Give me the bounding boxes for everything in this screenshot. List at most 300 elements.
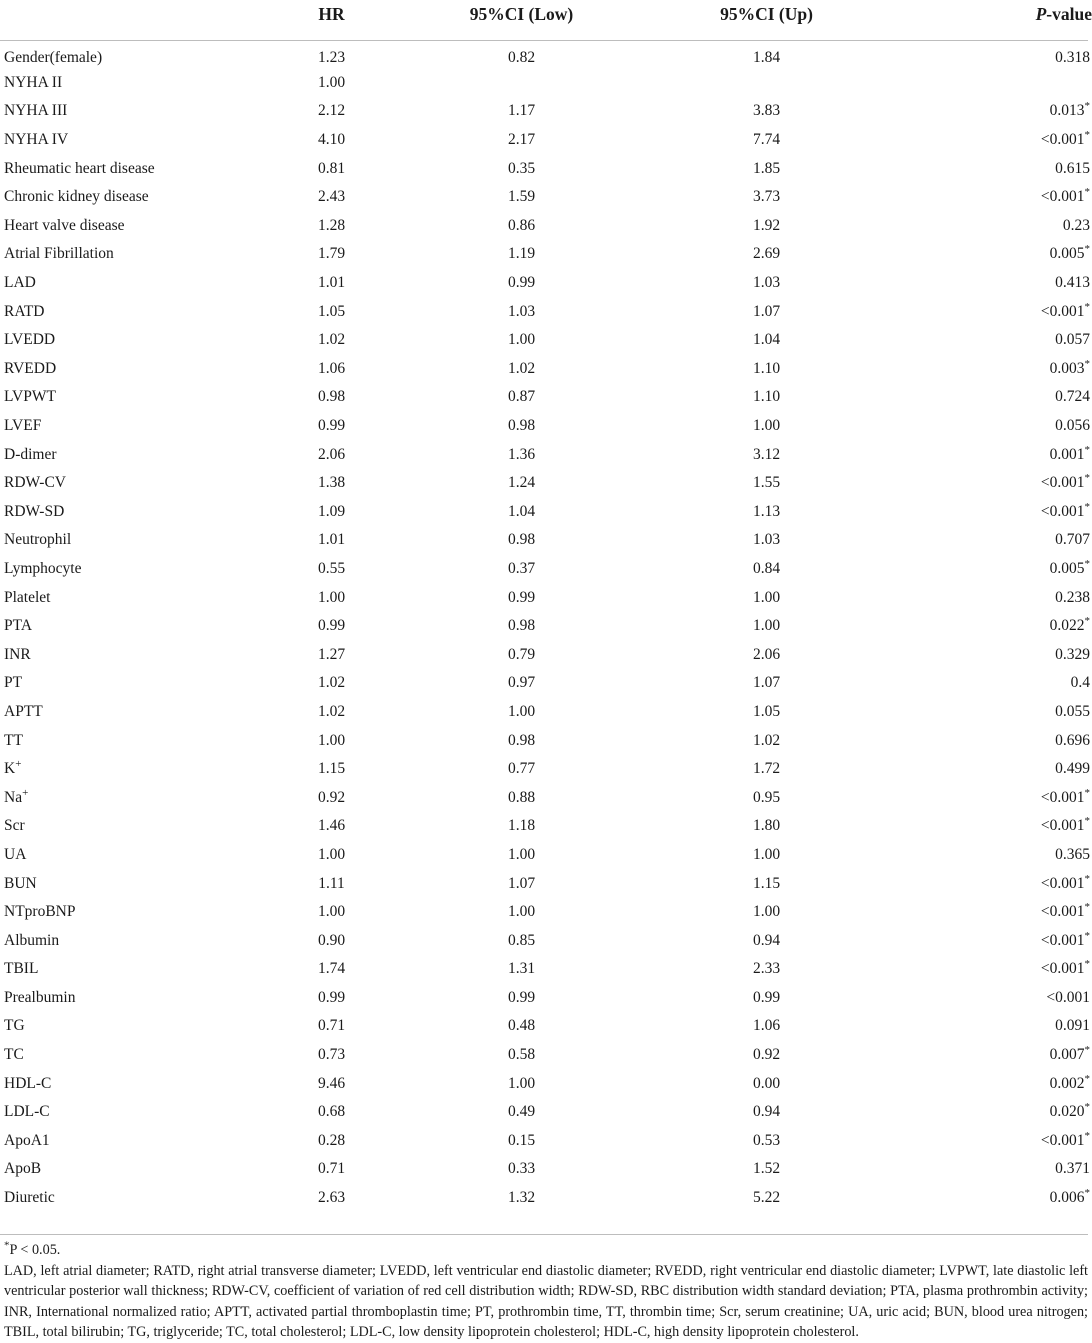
- row-label-text: Diuretic: [4, 1189, 55, 1207]
- hr-value: 1.38: [317, 474, 346, 492]
- significance-star: *: [1084, 929, 1090, 942]
- p-value-text: <0.001: [1040, 1131, 1085, 1149]
- hr-value: 1.00: [317, 903, 346, 921]
- row-label-text: Lymphocyte: [4, 559, 82, 577]
- p-value-text: 0.002: [1049, 1074, 1085, 1092]
- row-label-text: TG: [4, 1017, 25, 1035]
- header-p-value-rest: -value: [1046, 3, 1092, 24]
- ci-up-value: 1.05: [752, 702, 781, 720]
- hr-value: 0.55: [317, 559, 346, 577]
- p-value: [899, 212, 1092, 241]
- p-value: [899, 612, 1092, 641]
- row-label-text: LVEDD: [4, 331, 56, 349]
- row-label: [0, 240, 254, 269]
- p-value: [899, 926, 1092, 955]
- ci-low-value: 0.79: [507, 645, 536, 663]
- significance-star: *: [1084, 815, 1090, 828]
- ci-up-value: 0.95: [752, 788, 781, 806]
- hr-value: 0.73: [317, 1046, 346, 1064]
- ci-up-value: 0.53: [752, 1131, 781, 1149]
- ci-up-value: 1.84: [752, 49, 781, 67]
- ci-low-value: 1.24: [507, 474, 536, 492]
- hr-value: 1.15: [317, 760, 346, 778]
- table-row: [0, 1155, 1092, 1184]
- header-ci-up: 95%CI (Up): [720, 3, 813, 24]
- ci-up-value: 1.92: [752, 216, 781, 234]
- table-row: [0, 1069, 1092, 1098]
- p-value-text: 0.615: [1055, 159, 1090, 177]
- row-label: [0, 612, 254, 641]
- p-value: [899, 984, 1092, 1013]
- ci-up-value: 2.69: [752, 245, 781, 263]
- row-label-text: Platelet: [4, 588, 51, 606]
- ci-low-value: 0.99: [507, 988, 536, 1006]
- row-label: [0, 183, 254, 212]
- hr-value: 0.99: [317, 417, 346, 435]
- significance-star: *: [1084, 1129, 1090, 1142]
- row-label-text: HDL-C: [4, 1074, 52, 1092]
- table-bottom-divider: [0, 1234, 1088, 1235]
- row-label: [0, 1127, 254, 1156]
- hr-value: 2.12: [317, 102, 346, 120]
- row-label-text: Neutrophil: [4, 531, 72, 549]
- ci-low-value: 0.35: [507, 159, 536, 177]
- row-label: [0, 1012, 254, 1041]
- table-row: [0, 240, 1092, 269]
- row-label-text: K: [4, 760, 16, 778]
- p-value: [899, 1012, 1092, 1041]
- row-label: [0, 326, 254, 355]
- p-value: [899, 869, 1092, 898]
- row-label-text: LVEF: [4, 417, 42, 435]
- table-row: [0, 269, 1092, 298]
- table-row: [0, 440, 1092, 469]
- table-row: [0, 841, 1092, 870]
- p-value-text: <0.001: [1040, 131, 1085, 149]
- header-ci-low: 95%CI (Low): [469, 3, 574, 24]
- row-label-text: APTT: [4, 702, 43, 720]
- table-row: [0, 955, 1092, 984]
- p-value-text: 0.006: [1049, 1189, 1085, 1207]
- p-value: [899, 783, 1092, 812]
- p-value: [899, 240, 1092, 269]
- table-header: [0, 0, 1092, 40]
- p-value: [899, 755, 1092, 784]
- ci-up-value: 1.72: [752, 760, 781, 778]
- row-label: [0, 984, 254, 1013]
- hr-value: 1.09: [317, 502, 346, 520]
- ci-up-value: 3.12: [752, 445, 781, 463]
- ci-up-value: 1.13: [752, 502, 781, 520]
- ci-low-value: 0.98: [507, 731, 536, 749]
- significance-mark: *: [4, 1239, 10, 1252]
- p-value-text: <0.001: [1040, 188, 1085, 206]
- ci-low-value: 0.82: [507, 49, 536, 67]
- table-row: [0, 69, 1092, 98]
- row-label: [0, 812, 254, 841]
- table-body: [0, 40, 1092, 1212]
- hr-value: 1.05: [317, 302, 346, 320]
- ci-up-value: 2.06: [752, 645, 781, 663]
- p-value-text: 0.724: [1055, 388, 1090, 406]
- row-label-text: PTA: [4, 617, 33, 635]
- table-row: [0, 555, 1092, 584]
- row-label: [0, 955, 254, 984]
- table-row: [0, 355, 1092, 384]
- p-value-text: 0.238: [1055, 588, 1090, 606]
- table-row: [0, 898, 1092, 927]
- table-row: [0, 1127, 1092, 1156]
- p-value-text: 0.371: [1055, 1160, 1090, 1178]
- row-label-text: TC: [4, 1046, 24, 1064]
- p-value-text: <0.001: [1040, 874, 1085, 892]
- row-label: [0, 97, 254, 126]
- ci-up-value: 1.10: [752, 359, 781, 377]
- p-value: [899, 183, 1092, 212]
- p-value-text: 0.329: [1055, 645, 1090, 663]
- p-value: [899, 469, 1092, 498]
- hr-value: 1.11: [318, 874, 345, 892]
- row-label-text: Prealbumin: [4, 988, 76, 1006]
- table-row: [0, 669, 1092, 698]
- ci-up-value: 0.94: [752, 1103, 781, 1121]
- hr-value: 1.02: [317, 331, 346, 349]
- p-value-text: 0.020: [1049, 1103, 1085, 1121]
- ci-up-value: 1.02: [752, 731, 781, 749]
- row-label-text: TBIL: [4, 960, 39, 978]
- table-row: [0, 1041, 1092, 1070]
- row-label: [0, 755, 254, 784]
- p-value-text: 0.23: [1062, 216, 1090, 234]
- ci-low-value: 0.88: [507, 788, 536, 806]
- p-value: [899, 355, 1092, 384]
- ci-up-value: 1.55: [752, 474, 781, 492]
- hr-value: 0.68: [317, 1103, 346, 1121]
- p-value-text: <0.001: [1040, 903, 1085, 921]
- footnotes: [4, 1240, 1088, 1343]
- p-value-text: 0.013: [1049, 102, 1085, 120]
- p-value: [899, 526, 1092, 555]
- table-row: [0, 869, 1092, 898]
- ci-up-value: 1.00: [752, 845, 781, 863]
- table-row: [0, 612, 1092, 641]
- ci-low-value: 1.00: [507, 331, 536, 349]
- significance-star: *: [1084, 357, 1090, 370]
- row-label: [0, 926, 254, 955]
- hr-value: 1.74: [317, 960, 346, 978]
- p-value: [899, 326, 1092, 355]
- row-label-text: Atrial Fibrillation: [4, 245, 114, 263]
- row-label-text: LAD: [4, 274, 36, 292]
- row-label: [0, 583, 254, 612]
- ci-up-value: 1.03: [752, 274, 781, 292]
- row-label: [0, 640, 254, 669]
- p-value-text: 0.413: [1055, 274, 1090, 292]
- ci-low-value: 0.99: [507, 274, 536, 292]
- ci-up-value: 1.03: [752, 531, 781, 549]
- ci-up-value: 1.15: [752, 874, 781, 892]
- ci-up-value: 0.99: [752, 988, 781, 1006]
- table-row: [0, 640, 1092, 669]
- row-label: [0, 1069, 254, 1098]
- table-row: [0, 726, 1092, 755]
- ci-up-value: 1.00: [752, 903, 781, 921]
- row-label-text: INR: [4, 645, 31, 663]
- hr-value: 0.98: [317, 388, 346, 406]
- row-label-text: TT: [4, 731, 23, 749]
- row-label: [0, 869, 254, 898]
- table-row: [0, 1098, 1092, 1127]
- row-label-text: BUN: [4, 874, 37, 892]
- ci-low-value: 1.00: [507, 1074, 536, 1092]
- hr-value: 0.90: [317, 931, 346, 949]
- hr-value: 1.02: [317, 674, 346, 692]
- row-label-text: Gender(female): [4, 49, 103, 67]
- row-label: [0, 555, 254, 584]
- table-row: [0, 183, 1092, 212]
- significance-star: *: [1084, 443, 1090, 456]
- table-row: [0, 97, 1092, 126]
- significance-star: *: [1084, 900, 1090, 913]
- hr-value: 1.23: [317, 49, 346, 67]
- significance-star: *: [1084, 100, 1090, 113]
- hr-value: 1.00: [317, 73, 346, 91]
- hr-value: 1.46: [317, 817, 346, 835]
- row-label: [0, 669, 254, 698]
- ci-up-value: 1.80: [752, 817, 781, 835]
- significance-star: *: [1084, 786, 1090, 799]
- ci-low-value: 0.15: [507, 1131, 536, 1149]
- p-value-text: 0.091: [1055, 1017, 1090, 1035]
- header-row: [0, 0, 1092, 40]
- row-label: [0, 212, 254, 241]
- row-label: [0, 154, 254, 183]
- ci-up-value: 1.85: [752, 159, 781, 177]
- ci-up-value: 3.83: [752, 102, 781, 120]
- p-value-text: 0.4: [1070, 674, 1090, 692]
- ci-low-value: 0.77: [507, 760, 536, 778]
- row-label: [0, 69, 254, 98]
- p-value: [899, 40, 1092, 69]
- table-row: [0, 698, 1092, 727]
- row-label-text: UA: [4, 845, 27, 863]
- p-value: [899, 898, 1092, 927]
- p-value-text: 0.007: [1049, 1046, 1085, 1064]
- hr-value: 2.43: [317, 188, 346, 206]
- p-value: [899, 69, 1092, 98]
- ci-low-value: 0.97: [507, 674, 536, 692]
- p-value-text: 0.318: [1055, 49, 1090, 67]
- row-label: [0, 297, 254, 326]
- ci-up-value: 1.10: [752, 388, 781, 406]
- row-label-text: NTproBNP: [4, 903, 76, 921]
- row-label: [0, 126, 254, 155]
- p-value-text: <0.001: [1040, 960, 1085, 978]
- ci-low-value: 0.37: [507, 559, 536, 577]
- ci-low-value: 0.58: [507, 1046, 536, 1064]
- hr-value: 1.00: [317, 731, 346, 749]
- p-value: [899, 440, 1092, 469]
- ci-low-value: 1.00: [507, 845, 536, 863]
- p-value: [899, 698, 1092, 727]
- ci-up-value: 1.06: [752, 1017, 781, 1035]
- row-label: [0, 498, 254, 527]
- p-value-text: <0.001: [1040, 502, 1085, 520]
- hr-value: 0.71: [317, 1160, 346, 1178]
- p-value: [899, 1069, 1092, 1098]
- row-label: [0, 841, 254, 870]
- abbreviations-footnote: LAD, left atrial diameter; RATD, right atrial transverse diameter; LVEDD, left ventricular end diastolic diameter; RVEDD, right ventricular end diastolic diameter; LVPWT, late diastolic left ventricular posterior wall thickness; RDW-CV, coefficient of variation of red cell distribution width; RDW-SD, RBC distribution width standard deviation; PTA, plasma prothrombin activity; INR, International normalized ratio; APTT, activated partial thromboplastin time; PT, prothrombin time, TT, thrombin time; Scr, serum creatinine; UA, uric acid; BUN, blood urea nitrogen; TBIL, total bilirubin; TG, triglyceride; TC, total cholesterol; LDL-C, low density lipoprotein cholesterol; HDL-C, high density lipoprotein cholesterol.: [4, 1262, 1088, 1340]
- p-value: [899, 1184, 1092, 1213]
- significance-star: *: [1084, 872, 1090, 885]
- header-divider: [0, 40, 1088, 41]
- p-value: [899, 583, 1092, 612]
- hr-value: 1.28: [317, 216, 346, 234]
- header-p-value: [899, 0, 1092, 40]
- row-label: [0, 1155, 254, 1184]
- row-label-superscript: +: [15, 757, 22, 770]
- p-value-text: 0.005: [1049, 559, 1085, 577]
- ci-up-value: 1.52: [752, 1160, 781, 1178]
- row-label-text: LVPWT: [4, 388, 56, 406]
- p-value-text: <0.001: [1040, 474, 1085, 492]
- header-variable: [0, 0, 254, 40]
- ci-low-value: 1.59: [507, 188, 536, 206]
- significance-text: P < 0.05.: [9, 1242, 61, 1258]
- ci-up-value: 7.74: [752, 131, 781, 149]
- header-hr: HR: [318, 3, 345, 24]
- p-value-text: <0.001: [1040, 817, 1085, 835]
- significance-star: *: [1084, 472, 1090, 485]
- hr-value: 0.99: [317, 988, 346, 1006]
- table-row: [0, 383, 1092, 412]
- ci-low-value: 0.99: [507, 588, 536, 606]
- table-row: [0, 154, 1092, 183]
- hr-value: 0.71: [317, 1017, 346, 1035]
- ci-up-value: 1.00: [752, 417, 781, 435]
- hr-value: 2.63: [317, 1189, 346, 1207]
- table-row: [0, 755, 1092, 784]
- p-value: [899, 1127, 1092, 1156]
- p-value: [899, 97, 1092, 126]
- p-value: [899, 955, 1092, 984]
- significance-star: *: [1084, 1101, 1090, 1114]
- row-label-text: Scr: [4, 817, 25, 835]
- hr-value: 1.27: [317, 645, 346, 663]
- ci-low-value: 0.86: [507, 216, 536, 234]
- hr-value: 4.10: [317, 131, 346, 149]
- p-value-text: <0.001: [1040, 931, 1085, 949]
- ci-low-value: 1.02: [507, 359, 536, 377]
- ci-up-value: 3.73: [752, 188, 781, 206]
- row-label: [0, 383, 254, 412]
- hr-value: 1.79: [317, 245, 346, 263]
- significance-star: *: [1084, 958, 1090, 971]
- row-label-text: PT: [4, 674, 23, 692]
- p-value-text: 0.001: [1049, 445, 1085, 463]
- ci-low-value: 1.00: [507, 903, 536, 921]
- significance-star: *: [1084, 1043, 1090, 1056]
- table-row: [0, 583, 1092, 612]
- row-label-text: Na: [4, 788, 23, 806]
- ci-low-value: 1.17: [507, 102, 536, 120]
- p-value-text: <0.001: [1040, 788, 1085, 806]
- table-row: [0, 469, 1092, 498]
- significance-star: *: [1084, 1072, 1090, 1085]
- row-label: [0, 40, 254, 69]
- ci-low-value: 0.98: [507, 617, 536, 635]
- p-value: [899, 126, 1092, 155]
- significance-star: *: [1084, 500, 1090, 513]
- hr-value: 1.00: [317, 845, 346, 863]
- p-value-text: 0.005: [1049, 245, 1085, 263]
- significance-star: *: [1084, 615, 1090, 628]
- table-row: [0, 984, 1092, 1013]
- ci-low-value: 1.36: [507, 445, 536, 463]
- hr-value: 1.01: [317, 531, 346, 549]
- ci-low-value: 1.07: [507, 874, 536, 892]
- row-label: [0, 783, 254, 812]
- ci-low-value: 1.03: [507, 302, 536, 320]
- table-row: [0, 926, 1092, 955]
- significance-star: *: [1084, 1186, 1090, 1199]
- p-value: [899, 1155, 1092, 1184]
- table-row: [0, 297, 1092, 326]
- p-value: [899, 640, 1092, 669]
- p-value: [899, 1041, 1092, 1070]
- ci-up-value: 1.00: [752, 588, 781, 606]
- row-label: [0, 440, 254, 469]
- p-value: [899, 383, 1092, 412]
- p-value: [899, 726, 1092, 755]
- row-label-text: Chronic kidney disease: [4, 188, 149, 206]
- p-value-text: 0.707: [1055, 531, 1090, 549]
- table-row: [0, 40, 1092, 69]
- significance-footnote: [4, 1240, 1088, 1261]
- row-label-superscript: +: [22, 786, 29, 799]
- header-p-value-italic: P: [1035, 3, 1047, 24]
- ci-low-value: 1.31: [507, 960, 536, 978]
- ci-low-value: 1.32: [507, 1189, 536, 1207]
- p-value-text: 0.696: [1055, 731, 1090, 749]
- table-row: [0, 1184, 1092, 1213]
- ci-low-value: 0.85: [507, 931, 536, 949]
- table-row: [0, 783, 1092, 812]
- p-value: [899, 297, 1092, 326]
- hr-value: 1.00: [317, 588, 346, 606]
- ci-up-value: 0.94: [752, 931, 781, 949]
- p-value: [899, 812, 1092, 841]
- ci-low-value: 0.49: [507, 1103, 536, 1121]
- row-label: [0, 469, 254, 498]
- significance-star: *: [1084, 300, 1090, 313]
- row-label-text: RVEDD: [4, 359, 57, 377]
- ci-up-value: 1.07: [752, 674, 781, 692]
- significance-star: *: [1084, 243, 1090, 256]
- table-row: [0, 126, 1092, 155]
- ci-up-value: [634, 69, 899, 98]
- significance-star: *: [1084, 557, 1090, 570]
- row-label: [0, 269, 254, 298]
- p-value-text: 0.499: [1055, 760, 1090, 778]
- p-value-text: 0.365: [1055, 845, 1090, 863]
- row-label-text: Rheumatic heart disease: [4, 159, 155, 177]
- p-value-text: <0.001: [1046, 988, 1090, 1006]
- ci-low-value: 0.33: [507, 1160, 536, 1178]
- ci-low-value: 1.19: [507, 245, 536, 263]
- row-label-text: Heart valve disease: [4, 216, 125, 234]
- table-row: [0, 412, 1092, 441]
